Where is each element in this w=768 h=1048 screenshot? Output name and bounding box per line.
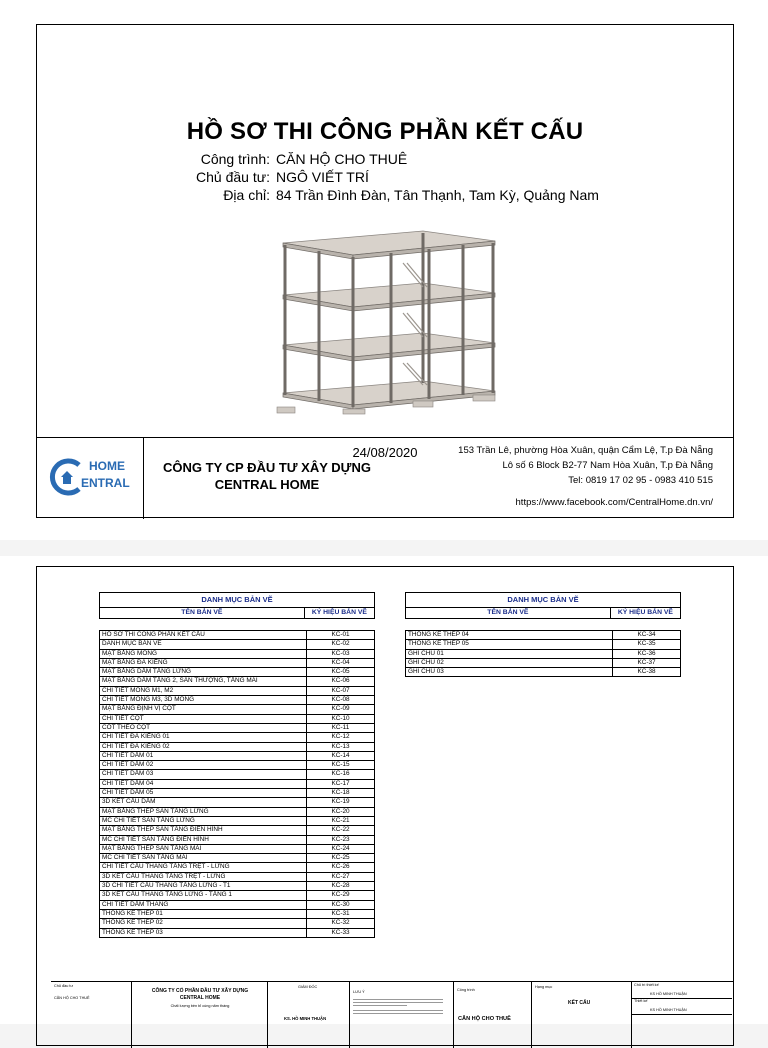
table-row — [406, 658, 681, 667]
drawing-name-cell: CỐT THÉO CỘT — [100, 723, 307, 732]
signature-divider — [632, 1014, 732, 1015]
table-row — [100, 807, 375, 816]
drawing-name-cell: MC CHI TIẾT SÀN TẦNG MÁI — [100, 854, 307, 863]
drawing-name-cell: MẶT BẰNG THÉP SÀN TẦNG ĐIỂN HÌNH — [100, 826, 307, 835]
address-line: Lô số 6 Block B2-77 Nam Hòa Xuân, T.p Đà Nẵng — [502, 460, 713, 471]
tb-company-line2: CENTRAL HOME — [179, 995, 221, 1001]
drawing-name-cell: 3D KẾT CẤU THANG TẦNG LỬNG - TẦNG 1 — [100, 891, 307, 900]
table-row — [100, 649, 375, 658]
drawing-code-cell: KC-25 — [307, 854, 375, 863]
drawing-code-cell: KC-16 — [307, 770, 375, 779]
drawing-name-cell: MC CHI TIẾT SÀN TẦNG ĐIỂN HÌNH — [100, 835, 307, 844]
designer-name: KS HỒ MINH THUẬN — [650, 992, 687, 996]
left-table-columns — [100, 608, 374, 618]
drawing-code-cell: KC-20 — [307, 807, 375, 816]
structure-3d-illustration — [273, 223, 503, 415]
drawing-code-cell: KC-22 — [307, 826, 375, 835]
phone-line: Tel: 0819 17 02 95 - 0983 410 515 — [568, 475, 713, 486]
drawing-name-cell: MẶT BẰNG ĐỊNH VỊ CỘT — [100, 705, 307, 714]
drawing-code-cell: KC-38 — [613, 668, 681, 677]
table-row — [100, 668, 375, 677]
drawing-code-cell: KC-07 — [307, 686, 375, 695]
drawing-code-cell: KC-19 — [307, 798, 375, 807]
drawing-name-cell: CHI TIẾT CỘT — [100, 714, 307, 723]
category-name: KẾT CẤU — [568, 1000, 591, 1006]
info-label: Công trình: — [200, 151, 270, 167]
table-row — [100, 854, 375, 863]
drawing-code-cell: KC-23 — [307, 835, 375, 844]
owner-project: CĂN HỘ CHO THUÊ — [54, 996, 90, 1000]
tb-cell-project — [453, 982, 532, 1048]
table-row — [100, 844, 375, 853]
drawing-code-cell: KC-32 — [307, 919, 375, 928]
owner-label: Chủ đầu tư — [54, 984, 74, 988]
drawing-code-cell: KC-35 — [613, 640, 681, 649]
info-row-address — [150, 187, 710, 205]
drawing-name-cell: GHI CHÚ 02 — [406, 658, 613, 667]
drawing-code-cell: KC-02 — [307, 640, 375, 649]
drawing-name-cell: CHI TIẾT DẦM 03 — [100, 770, 307, 779]
drawing-code-cell: KC-01 — [307, 631, 375, 640]
drawing-code-cell: KC-17 — [307, 779, 375, 788]
drawing-name-cell: MẶT BẰNG THÉP SÀN TẦNG LỬNG — [100, 807, 307, 816]
central-home-logo — [47, 455, 143, 505]
tb-cell-notes — [349, 982, 454, 1048]
title-block — [51, 981, 733, 1048]
company-line2: CENTRAL HOME — [214, 477, 320, 492]
left-table-header — [99, 592, 375, 619]
drawing-name-cell: CHI TIẾT MÓNG M3, 3D MÓNG — [100, 696, 307, 705]
drawing-name-cell: THỐNG KÊ THÉP 01 — [100, 909, 307, 918]
right-drawing-list — [405, 630, 681, 677]
drawing-code-cell: KC-08 — [307, 696, 375, 705]
logo-text-top: HOME — [89, 459, 125, 473]
col-code-header: KÝ HIỆU BẢN VẼ — [617, 609, 673, 616]
table-row — [100, 826, 375, 835]
table-row — [100, 789, 375, 798]
director-label: GIÁM ĐỐC — [298, 985, 318, 989]
drawing-code-cell: KC-36 — [613, 649, 681, 658]
table-row — [100, 723, 375, 732]
table-row — [406, 668, 681, 677]
logo-text-bottom: ENTRAL — [81, 476, 130, 490]
info-row-project — [150, 151, 710, 169]
drawing-name-cell: MẶT BẰNG DẦM TẦNG LỬNG — [100, 668, 307, 677]
tb-cell-director — [267, 982, 350, 1048]
website-link[interactable]: https://www.facebook.com/CentralHome.dn.vn/ — [515, 497, 713, 508]
drafter-name: KS HỒ MINH THUẬN — [650, 1008, 687, 1012]
info-value: 84 Trần Đình Đàn, Tân Thạnh, Tam Kỳ, Quảng Nam — [276, 187, 599, 203]
left-table-title: DANH MỤC BẢN VẼ — [100, 593, 374, 608]
drawing-name-cell: CHI TIẾT DẦM 04 — [100, 779, 307, 788]
table-row — [100, 900, 375, 909]
footer-divider-logo — [143, 437, 144, 519]
project-name: CĂN HỘ CHO THUÊ — [458, 1016, 511, 1022]
table-row — [100, 658, 375, 667]
table-row — [100, 872, 375, 881]
table-row — [100, 631, 375, 640]
cover-border — [36, 24, 734, 518]
table-row — [100, 882, 375, 891]
table-row — [100, 770, 375, 779]
drawing-code-cell: KC-30 — [307, 900, 375, 909]
drawing-name-cell: 3D KẾT CẤU DẦM — [100, 798, 307, 807]
logo-mark-icon — [49, 457, 85, 497]
drawing-name-cell: CHI TIẾT ĐÀ KIỀNG 01 — [100, 733, 307, 742]
drawing-name-cell: DANH MỤC BẢN VẼ — [100, 640, 307, 649]
footer-divider — [37, 437, 733, 438]
drawing-code-cell: KC-10 — [307, 714, 375, 723]
table-row — [406, 649, 681, 658]
drawing-code-cell: KC-33 — [307, 928, 375, 937]
drawing-code-cell: KC-29 — [307, 891, 375, 900]
col-name-header: TÊN BẢN VẼ — [100, 608, 305, 618]
info-value: CĂN HỘ CHO THUÊ — [276, 151, 408, 167]
right-table-header — [405, 592, 681, 619]
drawing-name-cell: CHI TIẾT DẦM 01 — [100, 751, 307, 760]
table-row — [100, 798, 375, 807]
index-sheet — [0, 556, 768, 1024]
drafter-label: Thiết kế — [634, 999, 648, 1003]
drawing-code-cell: KC-11 — [307, 723, 375, 732]
drawing-name-cell: CHI TIẾT ĐÀ KIỀNG 02 — [100, 742, 307, 751]
address-line: 153 Trần Lê, phường Hòa Xuân, quận Cẩm Lệ, T.p Đà Nẵng — [458, 445, 713, 456]
drawing-code-cell: KC-06 — [307, 677, 375, 686]
drawing-name-cell: 3D KẾT CẤU THANG TẦNG TRỆT - LỬNG — [100, 872, 307, 881]
designer-label: Chủ trì thiết kế — [634, 983, 659, 987]
drawing-name-cell: CHI TIẾT MÓNG M1, M2 — [100, 686, 307, 695]
table-row — [100, 714, 375, 723]
drawing-name-cell: THỐNG KÊ THÉP 03 — [100, 928, 307, 937]
director-name: KS. HỒ MINH THUẬN — [284, 1016, 327, 1021]
drawing-code-cell: KC-15 — [307, 761, 375, 770]
table-row — [100, 742, 375, 751]
tb-slogan: Chất lượng bền bỉ cùng năm tháng — [170, 1004, 230, 1008]
table-row — [406, 631, 681, 640]
project-label: Công trình — [457, 988, 475, 992]
drawing-name-cell: THỐNG KÊ THÉP 02 — [100, 919, 307, 928]
company-line1: CÔNG TY CP ĐẦU TƯ XÂY DỰNG — [163, 460, 371, 475]
drawing-code-cell: KC-05 — [307, 668, 375, 677]
right-table-columns — [406, 608, 680, 618]
drawing-code-cell: KC-09 — [307, 705, 375, 714]
drawing-name-cell: CHI TIẾT DẦM 05 — [100, 789, 307, 798]
category-label: Hạng mục — [535, 985, 553, 989]
drawing-name-cell: MẶT BẰNG THÉP SÀN TẦNG MÁI — [100, 844, 307, 853]
company-name — [157, 459, 377, 493]
drawing-code-cell: KC-12 — [307, 733, 375, 742]
drawing-name-cell: 3D CHI TIẾT CẦU THANG TẦNG LỬNG - T1 — [100, 882, 307, 891]
drawing-code-cell: KC-27 — [307, 872, 375, 881]
table-row — [100, 751, 375, 760]
drawing-name-cell: THỐNG KÊ THÉP 04 — [406, 631, 613, 640]
table-row — [406, 640, 681, 649]
drawing-code-cell: KC-24 — [307, 844, 375, 853]
table-row — [100, 863, 375, 872]
col-name-header: TÊN BẢN VẼ — [406, 608, 611, 618]
tb-cell-signatures — [631, 982, 732, 1048]
drawing-name-cell: CHI TIẾT DẦM 02 — [100, 761, 307, 770]
info-value: NGÔ VIẾT TRÍ — [276, 169, 369, 185]
drawing-name-cell: MẶT BẰNG ĐÀ KIỀNG — [100, 658, 307, 667]
drawing-code-cell: KC-14 — [307, 751, 375, 760]
tb-company-line1: CÔNG TY CỔ PHẦN ĐẦU TƯ XÂY DỰNG — [151, 988, 249, 994]
table-row — [100, 686, 375, 695]
drawing-name-cell: CHI TIẾT DẦM THANG — [100, 900, 307, 909]
drawing-name-cell: THỐNG KÊ THÉP 05 — [406, 640, 613, 649]
drawing-code-cell: KC-18 — [307, 789, 375, 798]
left-drawing-list — [99, 630, 375, 938]
info-label: Địa chỉ: — [223, 187, 270, 203]
company-address — [383, 443, 713, 510]
info-row-owner — [150, 169, 710, 187]
drawing-name-cell: MẶT BẰNG DẦM TẦNG 2, SÂN THƯỢNG, TẦNG MÁI — [100, 677, 307, 686]
drawing-name-cell: GHI CHÚ 03 — [406, 668, 613, 677]
table-row — [100, 779, 375, 788]
drawing-code-cell: KC-28 — [307, 882, 375, 891]
table-row — [100, 891, 375, 900]
drawing-name-cell: CHI TIẾT CẦU THANG TẦNG TRỆT - LỬNG — [100, 863, 307, 872]
tb-cell-category — [531, 982, 632, 1048]
table-row — [100, 733, 375, 742]
right-table-title: DANH MỤC BẢN VẼ — [406, 593, 680, 608]
table-row — [100, 816, 375, 825]
issue-date: 24/08/2020 — [352, 445, 418, 460]
col-code-header: KÝ HIỆU BẢN VẼ — [311, 609, 367, 616]
drawing-code-cell: KC-13 — [307, 742, 375, 751]
table-row — [100, 761, 375, 770]
table-row — [100, 928, 375, 937]
drawing-name-cell: HỒ SƠ THI CÔNG PHẦN KẾT CẤU — [100, 631, 307, 640]
table-row — [100, 705, 375, 714]
tb-cell-owner — [51, 982, 131, 1048]
info-label: Chủ đầu tư: — [196, 169, 270, 185]
table-row — [100, 835, 375, 844]
table-row — [100, 640, 375, 649]
drawing-code-cell: KC-34 — [613, 631, 681, 640]
drawing-name-cell: MC CHI TIẾT SÀN TẦNG LỬNG — [100, 816, 307, 825]
drawing-name-cell: GHI CHÚ 01 — [406, 649, 613, 658]
project-info — [150, 151, 710, 211]
drawing-name-cell: MẶT BẰNG MÓNG — [100, 649, 307, 658]
drawing-code-cell: KC-21 — [307, 816, 375, 825]
drawing-code-cell: KC-26 — [307, 863, 375, 872]
tb-cell-company — [131, 982, 268, 1048]
note-lines — [353, 997, 443, 1016]
drawing-code-cell: KC-04 — [307, 658, 375, 667]
table-row — [100, 696, 375, 705]
table-row — [100, 919, 375, 928]
drawing-code-cell: KC-37 — [613, 658, 681, 667]
drawing-code-cell: KC-03 — [307, 649, 375, 658]
cover-title: HỒ SƠ THI CÔNG PHẦN KẾT CẤU — [186, 118, 584, 145]
table-row — [100, 677, 375, 686]
index-border — [36, 566, 734, 1046]
note-label: LƯU Ý — [353, 990, 365, 994]
drawing-code-cell: KC-31 — [307, 909, 375, 918]
table-row — [100, 909, 375, 918]
